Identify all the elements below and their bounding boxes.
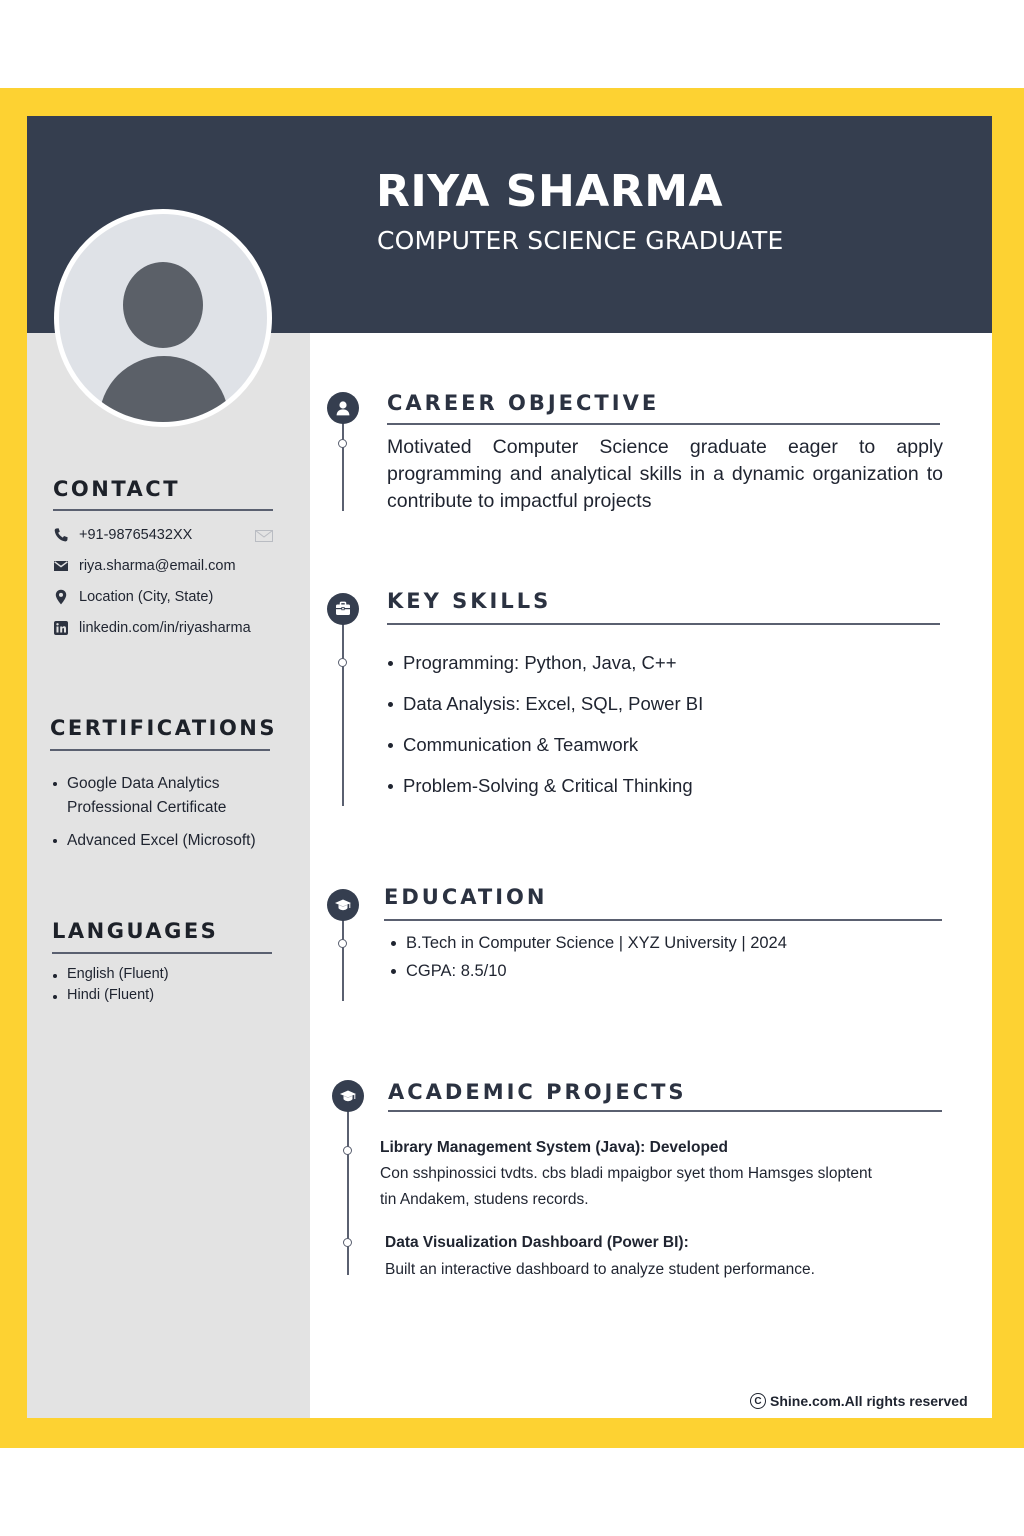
education-heading: EDUCATION [384,885,548,909]
graduation-cap-icon [327,889,359,921]
certifications-list [51,772,291,853]
key-skills-list [387,642,947,806]
linkedin-icon [53,620,69,636]
contact-location-text: Location (City, State) [79,589,214,605]
key-skills-rule [387,623,940,625]
resume-sheet [27,116,992,1418]
contact-linkedin-text: linkedin.com/in/riyasharma [79,620,251,636]
timeline-line [347,1110,349,1275]
contact-email-text: riya.sharma@email.com [79,558,236,574]
avatar-head-icon [123,262,203,348]
list-item: Problem-Solving & Critical Thinking [387,765,947,806]
project-description [380,1161,940,1213]
timeline-dot [343,1238,352,1247]
contact-heading: CONTACT [53,477,181,501]
project-title: Library Management System (Java): Developed [380,1139,729,1156]
list-item: Hindi (Fluent) [51,985,291,1006]
timeline-dot [338,939,347,948]
list-item: Advanced Excel (Microsoft) [51,829,291,853]
certifications-rule [50,749,270,751]
contact-linkedin[interactable] [53,618,251,638]
graduation-cap-icon [332,1080,364,1112]
mail-icon [53,558,69,574]
candidate-name: RIYA SHARMA [376,166,724,217]
contact-phone[interactable] [53,525,192,545]
academic-projects-rule [388,1110,942,1112]
contact-phone-text: +91-98765432XX [79,527,193,543]
avatar-body-icon [99,356,229,427]
project-description-line: Built an interactive dashboard to analyze student performance. [385,1261,815,1278]
timeline-dot [338,658,347,667]
candidate-title: COMPUTER SCIENCE GRADUATE [377,226,784,255]
timeline-line [342,416,344,511]
certifications-heading: CERTIFICATIONS [50,716,278,740]
person-icon [327,392,359,424]
project-description-line: tin Andakem, studens records. [380,1191,589,1208]
contact-location [53,587,213,607]
list-item: Data Analysis: Excel, SQL, Power BI [387,683,947,724]
list-item: B.Tech in Computer Science | XYZ University | 2024 [390,929,950,957]
languages-heading: LANGUAGES [52,919,219,943]
project-description [385,1257,945,1283]
phone-icon [53,527,69,543]
footer-text: Shine.com.All rights reserved [770,1393,968,1409]
list-item: CGPA: 8.5/10 [390,957,950,985]
academic-projects-heading: ACADEMIC PROJECTS [388,1080,687,1104]
languages-list [51,964,291,1006]
timeline-line [342,616,344,806]
timeline-line [342,916,344,1001]
briefcase-icon [327,593,359,625]
career-objective-rule [387,423,940,425]
project-title: Data Visualization Dashboard (Power BI): [385,1234,689,1251]
career-objective-text: Motivated Computer Science graduate eager to apply programming and analytical skills in a dynamic organization to contribute to impactful projects [387,436,943,512]
location-pin-icon [53,589,69,605]
list-item: Google Data Analytics Professional Certificate [51,772,291,820]
education-list [390,929,950,985]
timeline-dot [343,1146,352,1155]
envelope-outline-icon [255,530,273,542]
career-objective-heading: CAREER OBJECTIVE [387,391,660,415]
contact-rule [53,509,273,511]
avatar [54,209,272,427]
list-item: English (Fluent) [51,964,291,985]
footer-copyright [750,1393,968,1409]
list-item: Programming: Python, Java, C++ [387,642,947,683]
education-rule [384,919,942,921]
contact-email[interactable] [53,556,236,576]
copyright-icon: C [750,1393,766,1409]
timeline-dot [338,439,347,448]
key-skills-heading: KEY SKILLS [387,589,552,613]
list-item: Communication & Teamwork [387,724,947,765]
languages-rule [52,952,272,954]
project-description-line: Con sshpinossici tvdts. cbs bladi mpaigbor syet thom Hamsges sloptent [380,1165,872,1182]
